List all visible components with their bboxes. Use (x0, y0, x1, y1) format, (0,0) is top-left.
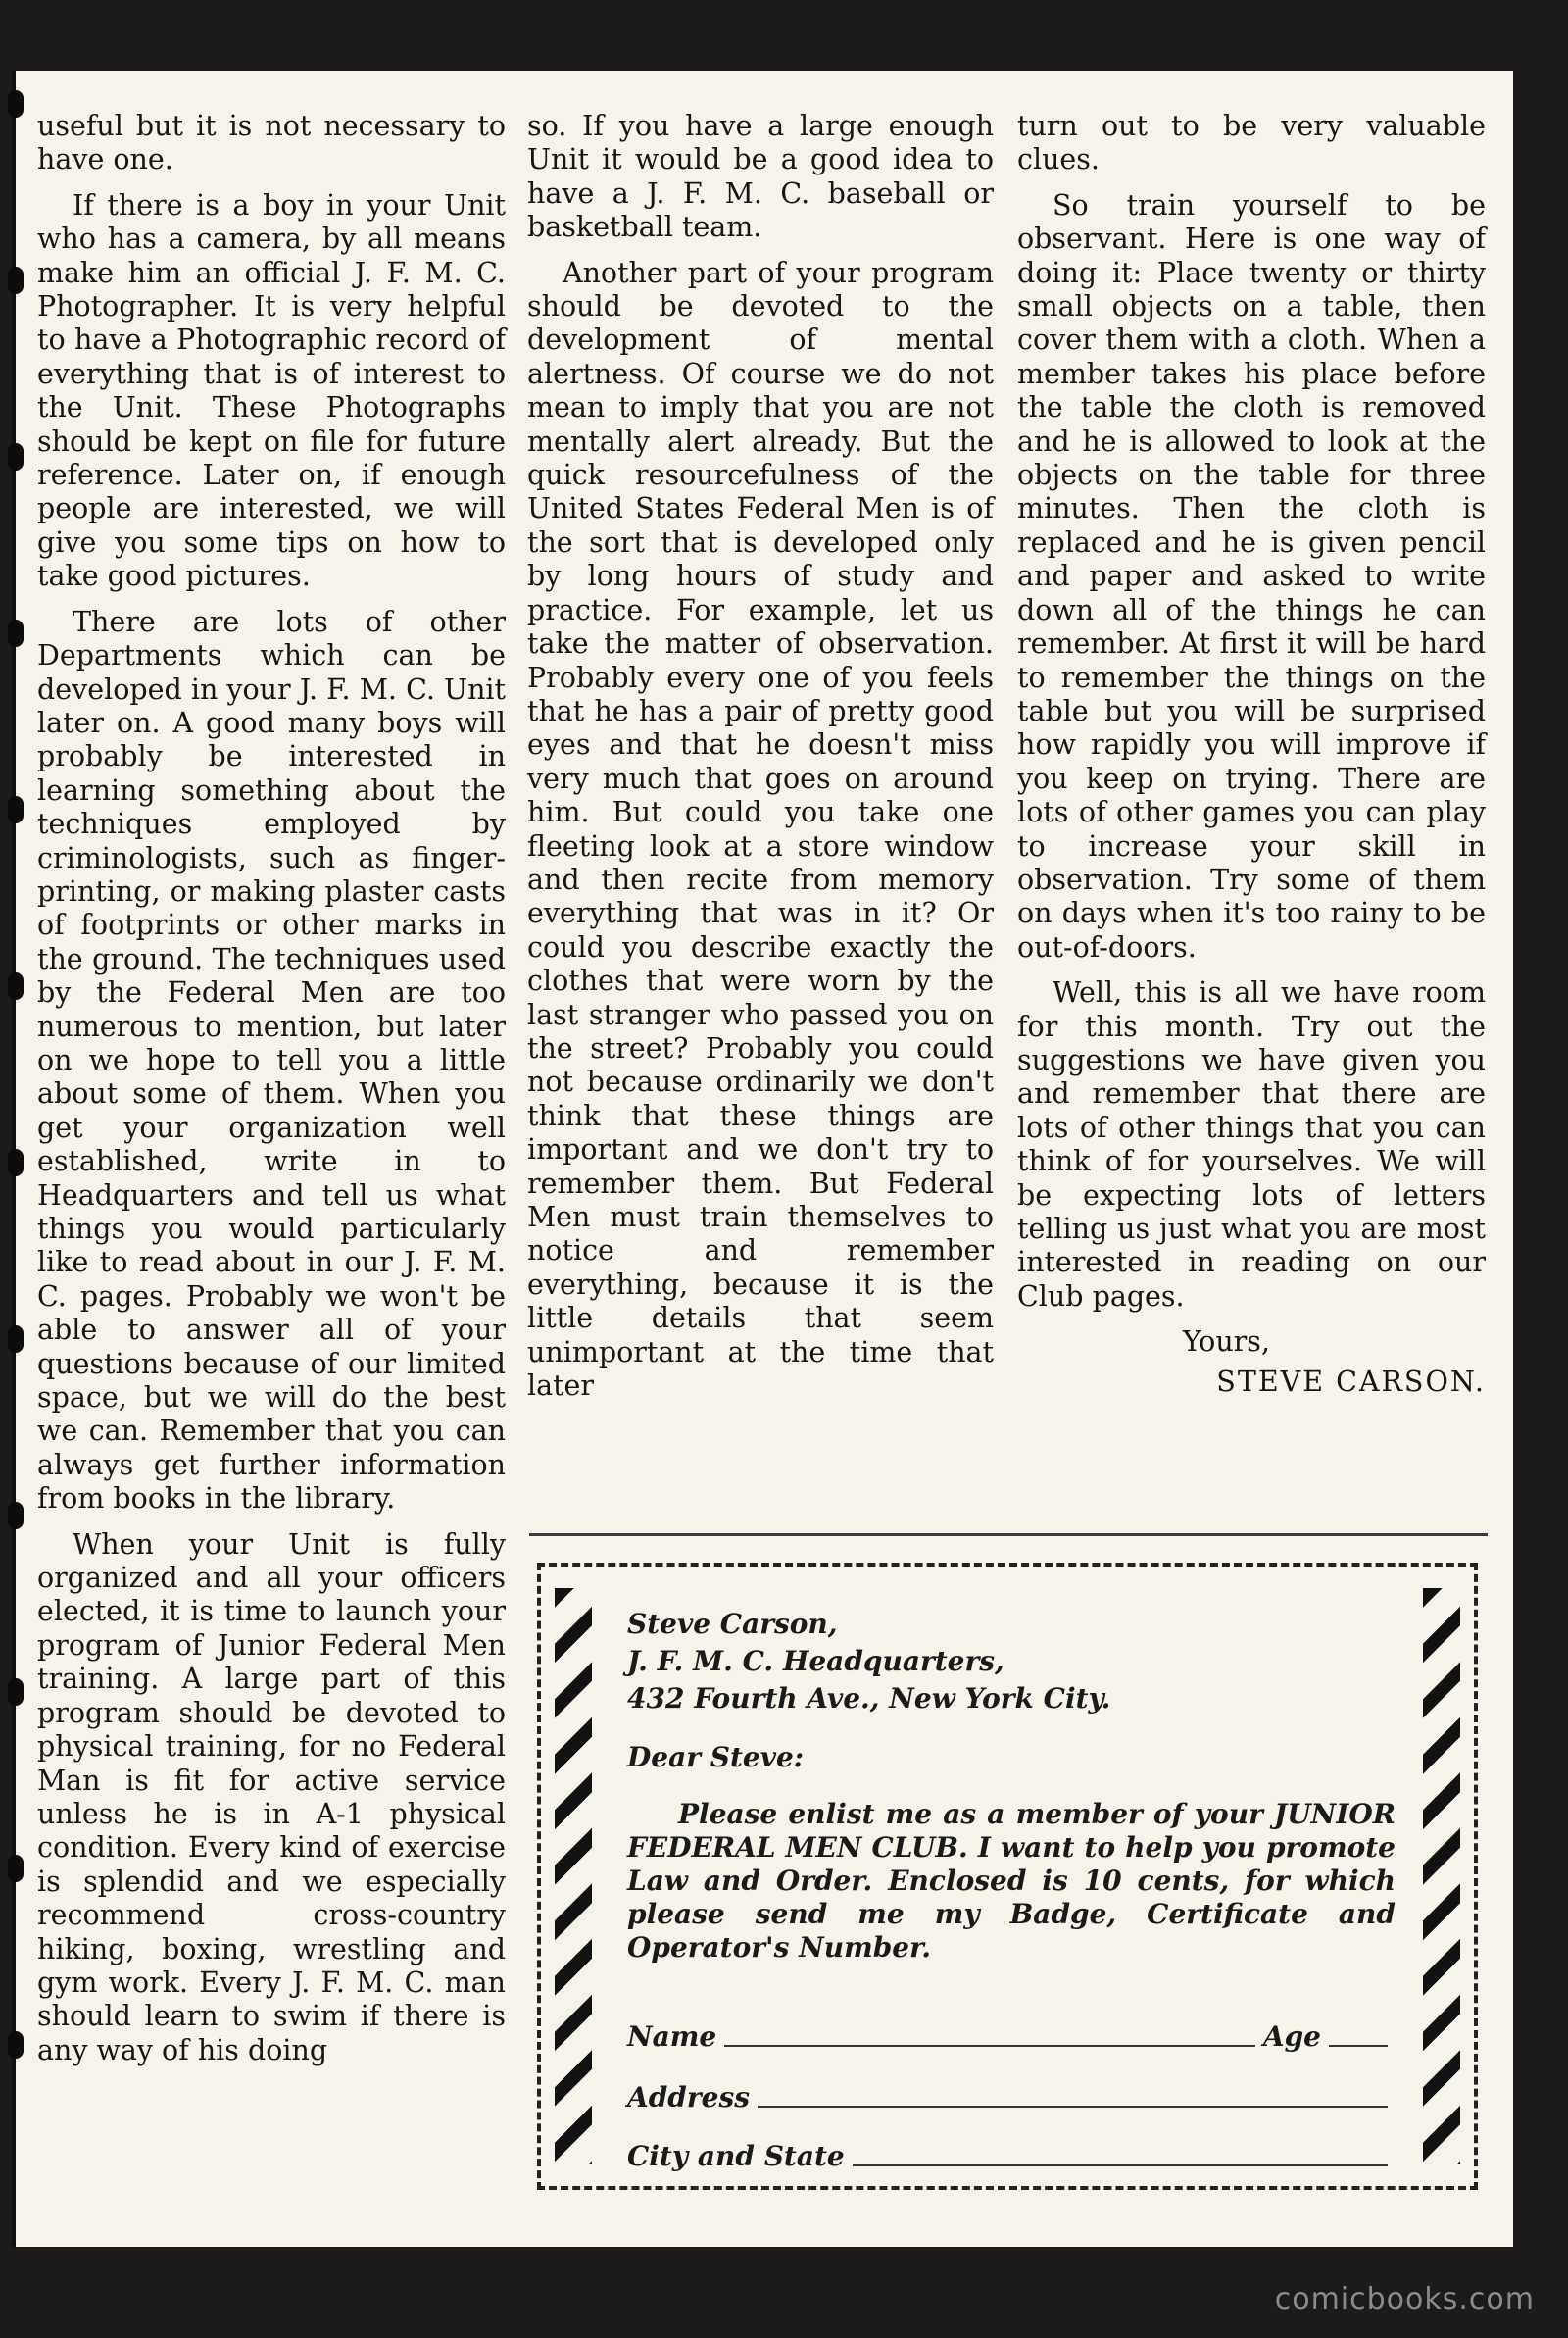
coupon-body: Please enlist me as a member of your JUNIOR FEDERAL MEN CLUB. I want to help you promote Law and Order. Enclosed is 10 cents, for which please send me my Badge, Certificate and Operator's Number. (627, 1798, 1396, 1964)
paragraph: useful but it is not necessary to have one. (37, 110, 506, 176)
age-line[interactable] (1329, 2045, 1388, 2047)
paragraph: If there is a boy in your Unit who has a camera, by all means make him an official J. F. M. C. Photographer. It is very helpful to have a Photographic record of everything that is of interest to the Unit. These Photographs should be kept on file for future reference. Later on, if enough people are interested, we will give you some tips on how to take good pictures. (37, 188, 506, 593)
binding-hole (8, 1678, 24, 1706)
binding-hole (8, 443, 24, 471)
address-field[interactable] (627, 2078, 1396, 2114)
binding-hole (8, 1325, 24, 1353)
binding-hole (8, 90, 24, 118)
divider-rule (529, 1533, 1488, 1536)
coupon-salutation: Dear Steve: (627, 1741, 805, 1773)
text-column-3 (1017, 110, 1486, 1399)
paragraph: Another part of your program should be devoted to the development of mental alertness. Of course we do not mean to imply that you are not mentally alert already. But the quick resourcefulness of the United States Federal Men is of the sort that is developed only by long hours of study and practice. For example, let us take the matter of observation. Probably every one of you feels that he has a pair of pretty good eyes and that he doesn't miss very much that goes on around him. But could you take one fleeting look at a store window and then recite from memory everything that was in it? Or could you describe exactly the clothes that were worn by the last stranger who passed you on the street? Probably you could not because ordinarily we don't think that these things are important and we don't try to remember them. But Federal Men must train themselves to notice and remember everything, because it is the little details that seem unimportant at the time that later (527, 256, 994, 1403)
text-column-1 (37, 110, 506, 2079)
city-state-field[interactable] (627, 2137, 1396, 2172)
paragraph: Well, this is all we have room for this month. Try out the suggestions we have given you and remember that there are lots of other things that you can think of for yourselves. We will be expecting lots of letters telling us just what you are most interested in reading on our Club pages. (1017, 976, 1486, 1313)
stripe-border-left (555, 1588, 592, 2164)
enlistment-coupon (537, 1563, 1478, 2190)
signature: STEVE CARSON. (1216, 1365, 1486, 1398)
address-line: 432 Fourth Ave., New York City. (627, 1682, 1111, 1715)
address-line: Steve Carson, (627, 1608, 838, 1640)
binding-hole (8, 1149, 24, 1176)
name-field[interactable] (627, 2017, 1396, 2053)
binding-hole (8, 2031, 24, 2059)
coupon-address (627, 1608, 1396, 1719)
name-line[interactable] (724, 2045, 1255, 2047)
name-label: Name (627, 2020, 717, 2053)
city-state-line[interactable] (853, 2164, 1388, 2166)
watermark: comicbooks.com (1274, 2282, 1535, 2316)
paragraph: so. If you have a large enough Unit it would be a good idea to have a J. F. M. C. baseball or basketball team. (527, 110, 994, 244)
closing: Yours, (1182, 1325, 1270, 1359)
address-label: Address (627, 2081, 750, 2114)
binding-hole (8, 796, 24, 823)
binding-hole (8, 1502, 24, 1529)
age-label: Age (1262, 2020, 1321, 2053)
address-line-blank[interactable] (758, 2106, 1388, 2108)
city-state-label: City and State (627, 2140, 845, 2172)
stripe-border-right (1423, 1588, 1460, 2164)
paragraph: So train yourself to be observant. Here is one way of doing it: Place twenty or thirty small objects on a table, then cover them with a cloth. When a member takes his place before the table the cloth is removed and he is allowed to look at the objects on the table for three minutes. Then the cloth is replaced and he is given pencil and paper and asked to write down all of the things he can remember. At first it will be hard to remember the things on the table but you will be surprised how rapidly you will improve if you keep on trying. There are lots of other games you can play to increase your skill in observation. Try some of them on days when it's too rainy to be out-of-doors. (1017, 188, 1486, 964)
binding-hole (8, 972, 24, 1000)
binding-hole (8, 620, 24, 647)
paragraph: There are lots of other Departments which can be developed in your J. F. M. C. Unit later on. A good many boys will probably be interested in learning something about the techniques employed by criminologists, such as finger-printing, or making plaster casts of footprints or other marks in the ground. The techniques used by the Federal Men are too numerous to mention, but later on we hope to tell you a little about some of them. When you get your organization well established, write in to Headquarters and tell us what things you would particularly like to read about in our J. F. M. C. pages. Probably we won't be able to answer all of your questions because of our limited space, but we will do the best we can. Remember that you can always get further information from books in the library. (37, 605, 506, 1516)
paragraph: turn out to be very valuable clues. (1017, 110, 1486, 176)
printed-page (12, 71, 1513, 2247)
binding-hole (8, 267, 24, 294)
text-column-2 (527, 110, 994, 1415)
paragraph: When your Unit is fully organized and all your officers elected, it is time to launch your program of Junior Federal Men training. A large part of this program should be devoted to physical training, for no Federal Man is fit for active service unless he is in A-1 physical condition. Every kind of exercise is splendid and we especially recommend cross-country hiking, boxing, wrestling and gym work. Every J. F. M. C. man should learn to swim if there is any way of his doing (37, 1527, 506, 2066)
binding-hole (8, 1855, 24, 1882)
address-line: J. F. M. C. Headquarters, (627, 1645, 1004, 1677)
